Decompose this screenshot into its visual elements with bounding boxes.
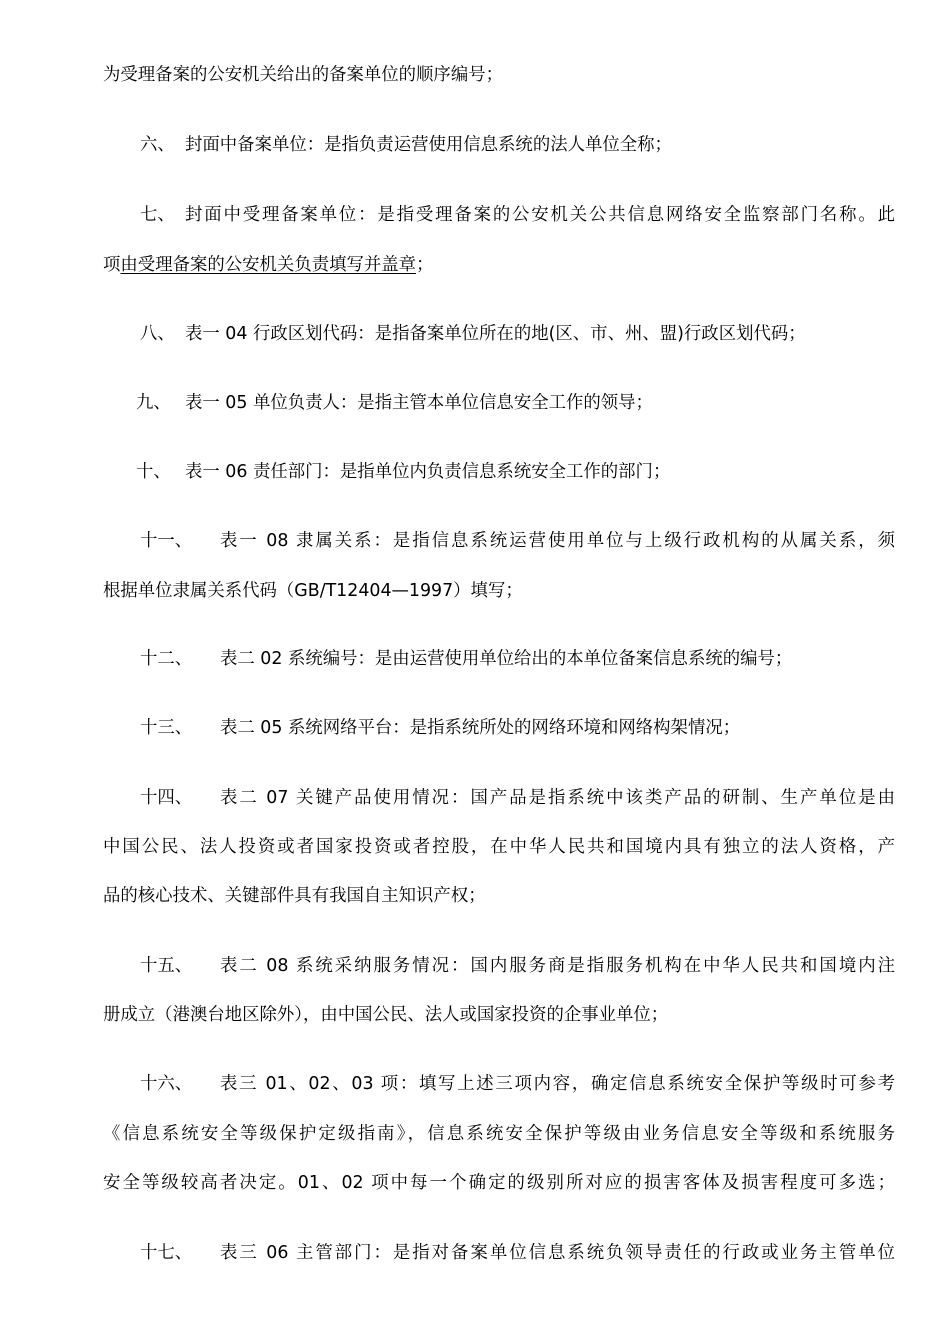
item-text-6: 封面中备案单位：是指负责运营使用信息系统的法人单位全称； [185, 135, 672, 155]
item-text-7: 封面中受理备案单位：是指受理备案的公安机关公共信息网络安全监察部门名称。此 [185, 205, 895, 225]
item-text-17: 表三 06 主管部门：是指对备案单位信息系统负领导责任的行政或业务主管单位 [220, 1243, 895, 1263]
item-text-11-line2: 根据单位隶属关系代码（GB/T12404—1997）填写； [103, 581, 523, 601]
item-number-9: 九、 [136, 393, 171, 413]
item-number-13: 十三、 [140, 718, 193, 738]
item-number-8: 八、 [140, 324, 175, 344]
item-number-11: 十一、 [140, 531, 193, 551]
item-text-14-line3: 品的核心技术、关键部件具有我国自主知识产权； [103, 886, 486, 906]
item-text-11: 表一 08 隶属关系：是指信息系统运营使用单位与上级行政机构的从属关系，须 [220, 531, 895, 551]
item-text-9: 表一 05 单位负责人：是指主管本单位信息安全工作的领导； [185, 393, 653, 413]
item-7-line2-prefix: 项 [103, 255, 121, 275]
item-number-12: 十二、 [140, 649, 193, 669]
item-text-15-line2: 册成立（港澳台地区除外），由中国公民、法人或国家投资的企事业单位； [103, 1005, 669, 1025]
item-number-17: 十七、 [140, 1243, 193, 1263]
item-text-12: 表二 02 系统编号：是由运营使用单位给出的本单位备案信息系统的编号； [220, 649, 793, 669]
item-number-14: 十四、 [140, 788, 193, 808]
item-7-line2-suffix: ； [416, 255, 434, 275]
item-text-15: 表二 08 系统采纳服务情况：国内服务商是指服务机构在中华人民共和国境内注 [220, 956, 895, 976]
item-number-16: 十六、 [140, 1074, 193, 1094]
item-text-8: 表一 04 行政区划代码：是指备案单位所在的地(区、市、州、盟)行政区划代码； [185, 324, 806, 344]
item-text-14: 表二 07 关键产品使用情况：国产品是指系统中该类产品的研制、生产单位是由 [220, 788, 895, 808]
item-text-14-line2: 中国公民、法人投资或者国家投资或者控股，在中华人民共和国境内具有独立的法人资格，产 [103, 837, 895, 857]
item-7-underlined-text: 由受理备案的公安机关负责填写并盖章 [120, 255, 417, 275]
item-text-16-line2: 《信息系统安全等级保护定级指南》，信息系统安全保护等级由业务信息安全等级和系统服务 [103, 1124, 895, 1144]
item-number-15: 十五、 [140, 956, 193, 976]
paragraph-continuation: 为受理备案的公安机关给出的备案单位的顺序编号； [103, 65, 503, 85]
item-text-10: 表一 06 责任部门：是指单位内负责信息系统安全工作的部门； [185, 462, 671, 482]
item-text-16: 表三 01、02、03 项：填写上述三项内容，确定信息系统安全保护等级时可参考 [220, 1074, 895, 1094]
item-text-16-line3: 安全等级较高者决定。01、02 项中每一个确定的级别所对应的损害客体及损害程度可多选； [103, 1173, 895, 1193]
item-number-10: 十、 [136, 462, 171, 482]
item-number-6: 六、 [140, 135, 175, 155]
item-number-7: 七、 [140, 205, 175, 225]
item-text-13: 表二 05 系统网络平台：是指系统所处的网络环境和网络构架情况； [220, 718, 741, 738]
item-text-7-line2 [103, 252, 433, 278]
